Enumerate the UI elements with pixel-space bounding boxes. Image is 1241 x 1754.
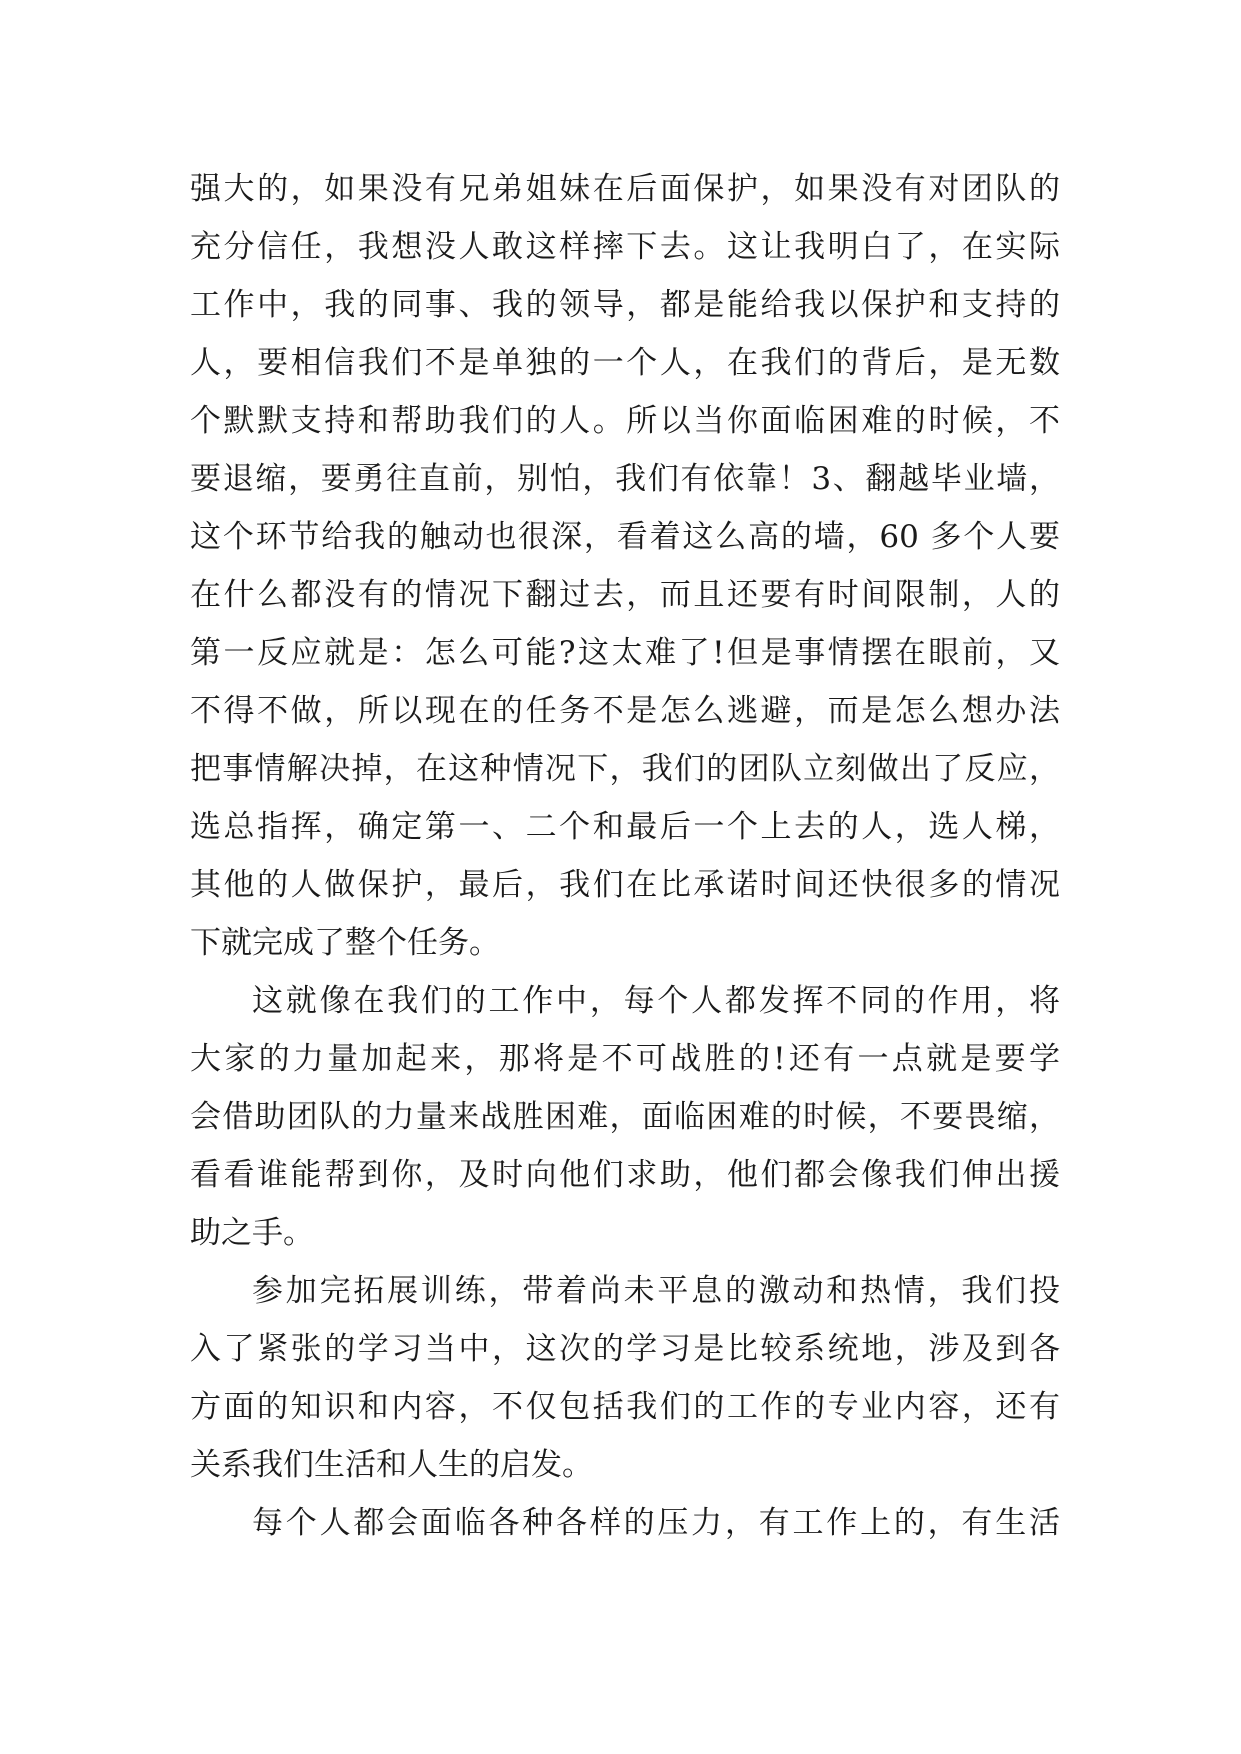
text-line: 看看谁能帮到你，及时向他们求助，他们都会像我们伸出援	[190, 1157, 1060, 1193]
text-line: 不得不做，所以现在的任务不是怎么逃避，而是怎么想办法	[190, 693, 1060, 729]
text-line: 在什么都没有的情况下翻过去，而且还要有时间限制，人的	[190, 577, 1060, 613]
text-line: 下就完成了整个任务。	[190, 925, 500, 961]
text-line: 大家的力量加起来，那将是不可战胜的!还有一点就是要学	[190, 1041, 1060, 1077]
text-line: 这个环节给我的触动也很深，看着这么高的墙，60 多个人要	[190, 519, 1060, 555]
text-line: 其他的人做保护，最后，我们在比承诺时间还快很多的情况	[190, 867, 1060, 903]
text-line: 第一反应就是：怎么可能?这太难了!但是事情摆在眼前，又	[190, 635, 1060, 671]
text-line: 把事情解决掉，在这种情况下，我们的团队立刻做出了反应，	[190, 751, 1060, 787]
text-line: 会借助团队的力量来战胜困难，面临困难的时候，不要畏缩，	[190, 1099, 1060, 1135]
text-line: 助之手。	[190, 1215, 314, 1251]
text-line: 入了紧张的学习当中，这次的学习是比较系统地，涉及到各	[190, 1331, 1060, 1367]
text-line: 个默默支持和帮助我们的人。所以当你面临困难的时候，不	[190, 403, 1060, 439]
text-line: 关系我们生活和人生的启发。	[190, 1447, 593, 1483]
text-line: 这就像在我们的工作中，每个人都发挥不同的作用，将	[252, 983, 1060, 1019]
text-line: 参加完拓展训练，带着尚未平息的激动和热情，我们投	[252, 1273, 1060, 1309]
text-line: 每个人都会面临各种各样的压力，有工作上的，有生活	[252, 1505, 1060, 1541]
text-line: 强大的，如果没有兄弟姐妹在后面保护，如果没有对团队的	[190, 171, 1060, 207]
text-line: 选总指挥，确定第一、二个和最后一个上去的人，选人梯，	[190, 809, 1060, 845]
text-line: 充分信任，我想没人敢这样摔下去。这让我明白了，在实际	[190, 229, 1060, 265]
text-line: 人，要相信我们不是单独的一个人，在我们的背后，是无数	[190, 345, 1060, 381]
body-text	[190, 160, 1060, 1552]
text-line: 要退缩，要勇往直前，别怕，我们有依靠！3、翻越毕业墙，	[190, 461, 1060, 497]
text-line: 工作中，我的同事、我的领导，都是能给我以保护和支持的	[190, 287, 1060, 323]
text-line: 方面的知识和内容，不仅包括我们的工作的专业内容，还有	[190, 1389, 1060, 1425]
